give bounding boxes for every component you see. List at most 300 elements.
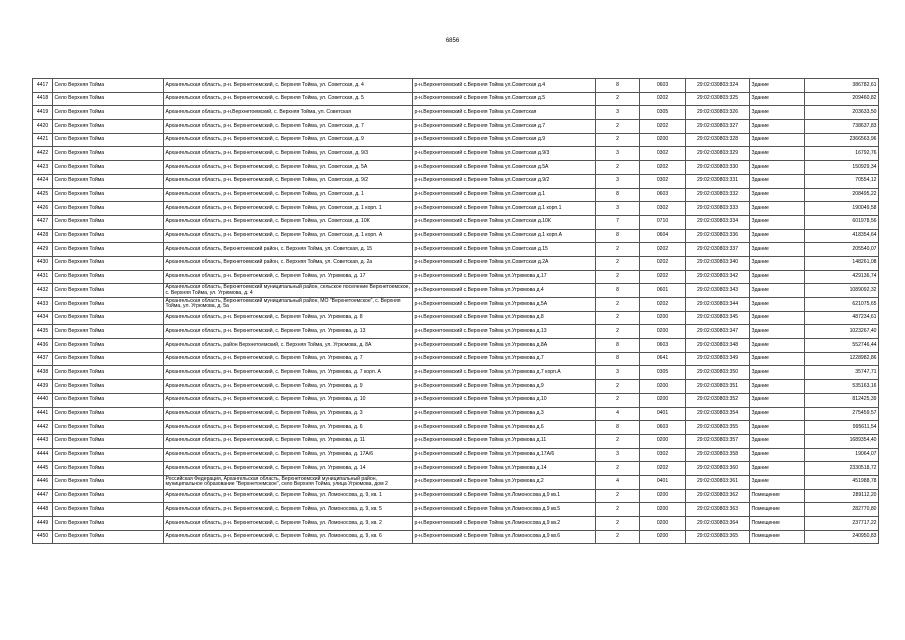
cell-object-type: Здание: [750, 188, 805, 202]
cell-group-code: 8: [596, 284, 640, 298]
cell-settlement-name: Село Верхняя Тойма: [53, 517, 164, 531]
cell-settlement-name: Село Верхняя Тойма: [53, 284, 164, 298]
cell-cadastral-number: 29:02:030803:350: [686, 366, 750, 380]
cell-settlement-name: Село Верхняя Тойма: [53, 120, 164, 134]
cell-short-address: р-н.Верхнетоемский с.Верхняя Тойма ул.Советская д.1 корп.1: [413, 202, 596, 216]
cell-type-code: 0641: [640, 352, 686, 366]
cell-full-address: Архангельская область, р-н. Верхнетоемский, с. Верхняя Тойма, ул. Советская, д. 1 корп. 1: [164, 202, 413, 216]
cell-cadastral-value: 738637,83: [805, 120, 879, 134]
cell-settlement-name: Село Верхняя Тойма: [53, 393, 164, 407]
cell-group-code: 3: [596, 174, 640, 188]
cell-object-type: Здание: [750, 147, 805, 161]
table-row: [33, 407, 879, 421]
cell-cadastral-value: 35747,71: [805, 366, 879, 380]
cell-object-type: Здание: [750, 133, 805, 147]
cell-short-address: р-н.Верхнетоемский с.Верхняя Тойма ул.Советская д.1: [413, 188, 596, 202]
cell-settlement-name: Село Верхняя Тойма: [53, 530, 164, 544]
cell-cadastral-number: 29:02:030803:342: [686, 270, 750, 284]
cell-cadastral-value: 601978,56: [805, 215, 879, 229]
cell-cadastral-number: 29:02:030803:349: [686, 352, 750, 366]
cell-cadastral-number: 29:02:030803:361: [686, 475, 750, 489]
cell-object-type: Здание: [750, 270, 805, 284]
cell-short-address: р-н.Верхнетоемский с.Верхняя Тойма ул.Угрюмова д.5А: [413, 298, 596, 312]
cell-type-code: 0200: [640, 325, 686, 339]
cell-object-type: Здание: [750, 243, 805, 257]
cell-settlement-name: Село Верхняя Тойма: [53, 311, 164, 325]
cell-settlement-name: Село Верхняя Тойма: [53, 79, 164, 93]
cell-cadastral-value: 208495,22: [805, 188, 879, 202]
cell-row-number: 4430: [33, 256, 53, 270]
cell-group-code: 3: [596, 106, 640, 120]
cell-row-number: 4441: [33, 407, 53, 421]
cell-full-address: Архангельская область, р-н. Верхнетоемский, с. Верхняя Тойма, ул. Угрюмова, д. 7: [164, 352, 413, 366]
cell-group-code: 2: [596, 256, 640, 270]
cell-settlement-name: Село Верхняя Тойма: [53, 380, 164, 394]
cell-full-address: Архангельская область, р-н. Верхнетоемский, с. Верхняя Тойма, ул. Ломоносова, д. 9, кв. 1: [164, 489, 413, 503]
cell-cadastral-value: 418354,64: [805, 229, 879, 243]
cell-short-address: р-н.Верхнетоемский с.Верхняя Тойма ул.Угрюмова д.14: [413, 462, 596, 476]
cell-cadastral-number: 29:02:030803:329: [686, 147, 750, 161]
cell-row-number: 4440: [33, 393, 53, 407]
cell-group-code: 8: [596, 79, 640, 93]
cell-settlement-name: Село Верхняя Тойма: [53, 352, 164, 366]
cell-cadastral-value: 237717,22: [805, 517, 879, 531]
cell-row-number: 4450: [33, 530, 53, 544]
table-row: [33, 503, 879, 517]
cell-type-code: 0603: [640, 188, 686, 202]
cell-cadastral-value: 535163,16: [805, 380, 879, 394]
cell-full-address: Архангельская область, район Верхнетоемский, с. Верхняя Тойма, ул. Угрюмова, д. 8А: [164, 339, 413, 353]
cell-row-number: 4449: [33, 517, 53, 531]
cell-type-code: 0202: [640, 270, 686, 284]
cell-full-address: Архангельская область, р-н.Верхнетоемский, с. Верхняя Тойма, ул. Советская: [164, 106, 413, 120]
cell-group-code: 2: [596, 311, 640, 325]
cell-full-address: Российская Федерация, Архангельская область, Верхнетоемский муниципальный район, муниципальное образование "Верхнетоемское", село Верхняя Тойма, улица Угрюмова, дом 2: [164, 475, 413, 489]
registry-table: [32, 78, 879, 544]
cell-cadastral-number: 29:02:030803:334: [686, 215, 750, 229]
table-row: [33, 448, 879, 462]
cell-cadastral-value: 16792,76: [805, 147, 879, 161]
cell-group-code: 2: [596, 462, 640, 476]
cell-short-address: р-н.Верхнетоемский с.Верхняя Тойма ул.Советская д.5: [413, 92, 596, 106]
cell-row-number: 4421: [33, 133, 53, 147]
cell-group-code: 8: [596, 188, 640, 202]
cell-type-code: 0601: [640, 284, 686, 298]
cell-full-address: Архангельская область, р-н. Верхнетоемский, с. Верхняя Тойма, ул. Угрюмова, д. 3: [164, 407, 413, 421]
cell-group-code: 2: [596, 243, 640, 257]
cell-object-type: Здание: [750, 120, 805, 134]
cell-row-number: 4433: [33, 298, 53, 312]
cell-type-code: 0302: [640, 448, 686, 462]
cell-row-number: 4442: [33, 421, 53, 435]
cell-full-address: Архангельская область, р-н. Верхнетоемский, с. Верхняя Тойма, ул. Угрюмова, д. 9: [164, 380, 413, 394]
cell-object-type: Здание: [750, 407, 805, 421]
cell-full-address: Архангельская область, р-н. Верхнетоемский, с. Верхняя Тойма, ул. Угрюмова, д. 8: [164, 311, 413, 325]
table-row: [33, 489, 879, 503]
cell-object-type: Здание: [750, 284, 805, 298]
cell-cadastral-value: 621075,65: [805, 298, 879, 312]
table-row: [33, 256, 879, 270]
cell-cadastral-value: 19064,07: [805, 448, 879, 462]
cell-settlement-name: Село Верхняя Тойма: [53, 229, 164, 243]
cell-row-number: 4437: [33, 352, 53, 366]
cell-settlement-name: Село Верхняя Тойма: [53, 489, 164, 503]
cell-type-code: 0401: [640, 407, 686, 421]
cell-type-code: 0305: [640, 106, 686, 120]
cell-object-type: Здание: [750, 215, 805, 229]
table-row: [33, 106, 879, 120]
cell-full-address: Архангельская область, Верхнетоемский район, с. Верхняя Тойма, ул. Советская, д. 15: [164, 243, 413, 257]
cell-cadastral-number: 29:02:030803:348: [686, 339, 750, 353]
cell-full-address: Архангельская область, Верхнетоемский район, с. Верхняя Тойма, ул. Советская, д. 2а: [164, 256, 413, 270]
cell-object-type: Здание: [750, 92, 805, 106]
cell-full-address: Архангельская область, Верхнетоемский муниципальный район, МО "Верхнетоемское", с. Верхняя Тойма, ул. Угрюмова, д. 5а: [164, 298, 413, 312]
cell-group-code: 2: [596, 393, 640, 407]
cell-cadastral-number: 29:02:030803:355: [686, 421, 750, 435]
cell-full-address: Архангельская область, Верхнетоемский муниципальный район, сельское поселение Верхнетоемское, с. Верхняя Тойма, ул. Угрюмова, д. 4: [164, 284, 413, 298]
cell-short-address: р-н.Верхнетоемский с.Верхняя Тойма ул.Ломоносова д.9 кв.1: [413, 489, 596, 503]
table-row: [33, 517, 879, 531]
cell-cadastral-number: 29:02:030803:327: [686, 120, 750, 134]
cell-cadastral-number: 29:02:030803:340: [686, 256, 750, 270]
cell-cadastral-number: 29:02:030803:360: [686, 462, 750, 476]
cell-row-number: 4429: [33, 243, 53, 257]
cell-short-address: р-н.Верхнетоемский с.Верхняя Тойма ул.Угрюмова д.11: [413, 434, 596, 448]
cell-group-code: 4: [596, 407, 640, 421]
cell-group-code: 8: [596, 229, 640, 243]
cell-short-address: р-н.Верхнетоемский с.Верхняя Тойма ул.Угрюмова д.3: [413, 407, 596, 421]
cell-cadastral-number: 29:02:030803:332: [686, 188, 750, 202]
cell-type-code: 0710: [640, 215, 686, 229]
cell-short-address: р-н.Верхнетоемский с.Верхняя Тойма ул.Советская д.1 корп.А: [413, 229, 596, 243]
cell-cadastral-value: 451988,78: [805, 475, 879, 489]
cell-row-number: 4426: [33, 202, 53, 216]
cell-cadastral-value: 2366563,96: [805, 133, 879, 147]
cell-group-code: 8: [596, 339, 640, 353]
cell-short-address: р-н.Верхнетоемский с.Верхняя Тойма ул.Советская д.9: [413, 133, 596, 147]
cell-cadastral-number: 29:02:030803:358: [686, 448, 750, 462]
cell-type-code: 0202: [640, 161, 686, 175]
cell-settlement-name: Село Верхняя Тойма: [53, 475, 164, 489]
cell-cadastral-value: 240950,83: [805, 530, 879, 544]
cell-settlement-name: Село Верхняя Тойма: [53, 448, 164, 462]
cell-cadastral-value: 1089092,32: [805, 284, 879, 298]
cell-group-code: 7: [596, 215, 640, 229]
cell-cadastral-value: 995611,54: [805, 421, 879, 435]
cell-row-number: 4448: [33, 503, 53, 517]
cell-short-address: р-н.Верхнетоемский с.Верхняя Тойма ул.Угрюмова д.17А/6: [413, 448, 596, 462]
cell-full-address: Архангельская область, р-н. Верхнетоемский, с. Верхняя Тойма, ул. Советская, д. 9/3: [164, 147, 413, 161]
cell-settlement-name: Село Верхняя Тойма: [53, 325, 164, 339]
cell-settlement-name: Село Верхняя Тойма: [53, 298, 164, 312]
cell-object-type: Здание: [750, 462, 805, 476]
cell-full-address: Архангельская область, р-н. Верхнетоемский, с. Верхняя Тойма, ул. Ломоносова, д. 9, кв. 2: [164, 517, 413, 531]
cell-cadastral-value: 150929,34: [805, 161, 879, 175]
cell-type-code: 0603: [640, 421, 686, 435]
cell-cadastral-number: 29:02:030803:328: [686, 133, 750, 147]
cell-row-number: 4431: [33, 270, 53, 284]
cell-object-type: Помещение: [750, 517, 805, 531]
cell-settlement-name: Село Верхняя Тойма: [53, 256, 164, 270]
cell-cadastral-value: 205540,07: [805, 243, 879, 257]
cell-cadastral-value: 386782,61: [805, 79, 879, 93]
cell-full-address: Архангельская область, р-н. Верхнетоемский, с. Верхняя Тойма, ул. Угрюмова, д. 17А/6: [164, 448, 413, 462]
cell-type-code: 0302: [640, 202, 686, 216]
cell-cadastral-number: 29:02:030803:333: [686, 202, 750, 216]
cell-row-number: 4443: [33, 434, 53, 448]
cell-object-type: Здание: [750, 475, 805, 489]
cell-type-code: 0202: [640, 92, 686, 106]
cell-full-address: Архангельская область, р-н. Верхнетоемский, с. Верхняя Тойма, ул. Советская, д. 7: [164, 120, 413, 134]
cell-cadastral-value: 209460,82: [805, 92, 879, 106]
cell-object-type: Здание: [750, 325, 805, 339]
cell-type-code: 0200: [640, 434, 686, 448]
cell-type-code: 0200: [640, 311, 686, 325]
cell-group-code: 8: [596, 352, 640, 366]
table-row: [33, 79, 879, 93]
cell-row-number: 4446: [33, 475, 53, 489]
table-row: [33, 298, 879, 312]
page-number: 6856: [445, 38, 460, 44]
cell-short-address: р-н.Верхнетоемский с.Верхняя Тойма ул.Советская д.2А: [413, 256, 596, 270]
cell-settlement-name: Село Верхняя Тойма: [53, 133, 164, 147]
cell-object-type: Здание: [750, 421, 805, 435]
table-row: [33, 339, 879, 353]
table-row: [33, 434, 879, 448]
table-row: [33, 174, 879, 188]
table-row: [33, 475, 879, 489]
cell-row-number: 4420: [33, 120, 53, 134]
cell-cadastral-number: 29:02:030803:362: [686, 489, 750, 503]
table-row: [33, 284, 879, 298]
cell-cadastral-number: 29:02:030803:345: [686, 311, 750, 325]
cell-row-number: 4419: [33, 106, 53, 120]
cell-settlement-name: Село Верхняя Тойма: [53, 147, 164, 161]
table-body: [33, 79, 879, 544]
cell-full-address: Архангельская область, р-н. Верхнетоемский, с. Верхняя Тойма, ул. Угрюмова, д. 10: [164, 393, 413, 407]
cell-object-type: Здание: [750, 380, 805, 394]
cell-short-address: р-н.Верхнетоемский с.Верхняя Тойма ул.Угрюмова д.10: [413, 393, 596, 407]
cell-short-address: р-н.Верхнетоемский с.Верхняя Тойма ул.Ломоносова д.9 кв.2: [413, 517, 596, 531]
cell-full-address: Архангельская область, р-н. Верхнетоемский, с. Верхняя Тойма, ул. Ломоносова, д. 9, кв. 6: [164, 530, 413, 544]
cell-cadastral-number: 29:02:030803:347: [686, 325, 750, 339]
cell-group-code: 2: [596, 380, 640, 394]
table-row: [33, 380, 879, 394]
cell-cadastral-value: 2330518,72: [805, 462, 879, 476]
cell-cadastral-value: 282770,80: [805, 503, 879, 517]
cell-cadastral-number: 29:02:030803:325: [686, 92, 750, 106]
cell-row-number: 4445: [33, 462, 53, 476]
cell-row-number: 4425: [33, 188, 53, 202]
cell-type-code: 0305: [640, 366, 686, 380]
cell-short-address: р-н.Верхнетоемский с.Верхняя Тойма ул.Советская д.9/2: [413, 174, 596, 188]
cell-settlement-name: Село Верхняя Тойма: [53, 434, 164, 448]
cell-cadastral-number: 29:02:030803:331: [686, 174, 750, 188]
cell-short-address: р-н.Верхнетоемский с.Верхняя Тойма ул.Ломоносова д.9 кв.5: [413, 503, 596, 517]
table-row: [33, 393, 879, 407]
cell-type-code: 0200: [640, 530, 686, 544]
cell-object-type: Здание: [750, 106, 805, 120]
cell-short-address: р-н.Верхнетоемский с.Верхняя Тойма ул.Угрюмова д.4: [413, 284, 596, 298]
cell-full-address: Архангельская область, р-н. Верхнетоемский, с. Верхняя Тойма, ул. Советская, д. 9/2: [164, 174, 413, 188]
cell-settlement-name: Село Верхняя Тойма: [53, 462, 164, 476]
table-row: [33, 462, 879, 476]
cell-full-address: Архангельская область, р-н. Верхнетоемский, с. Верхняя Тойма, ул. Ломоносова, д. 9, кв. 5: [164, 503, 413, 517]
table-row: [33, 421, 879, 435]
cell-row-number: 4444: [33, 448, 53, 462]
cell-full-address: Архангельская область, р-н. Верхнетоемский, с. Верхняя Тойма, ул. Угрюмова, д. 13: [164, 325, 413, 339]
cell-group-code: 3: [596, 448, 640, 462]
cell-cadastral-number: 29:02:030803:344: [686, 298, 750, 312]
cell-cadastral-value: 1228982,86: [805, 352, 879, 366]
cell-row-number: 4447: [33, 489, 53, 503]
cell-full-address: Архангельская область, р-н. Верхнетоемский, с. Верхняя Тойма, ул. Угрюмова, д. 17: [164, 270, 413, 284]
cell-row-number: 4423: [33, 161, 53, 175]
cell-full-address: Архангельская область, р-н. Верхнетоемский, с. Верхняя Тойма, ул. Советская, д. 4: [164, 79, 413, 93]
cell-cadastral-number: 29:02:030803:351: [686, 380, 750, 394]
cell-type-code: 0202: [640, 256, 686, 270]
cell-settlement-name: Село Верхняя Тойма: [53, 106, 164, 120]
cell-object-type: Здание: [750, 174, 805, 188]
cell-object-type: Здание: [750, 79, 805, 93]
cell-cadastral-value: 429136,74: [805, 270, 879, 284]
cell-row-number: 4434: [33, 311, 53, 325]
cell-group-code: 2: [596, 517, 640, 531]
cell-object-type: Здание: [750, 202, 805, 216]
cell-group-code: 3: [596, 202, 640, 216]
cell-row-number: 4435: [33, 325, 53, 339]
cell-row-number: 4428: [33, 229, 53, 243]
cell-settlement-name: Село Верхняя Тойма: [53, 174, 164, 188]
cell-type-code: 0202: [640, 462, 686, 476]
cell-short-address: р-н.Верхнетоемский с.Верхняя Тойма ул.Угрюмова д.8А: [413, 339, 596, 353]
cell-group-code: 2: [596, 161, 640, 175]
cell-group-code: 2: [596, 325, 640, 339]
cell-cadastral-value: 190049,58: [805, 202, 879, 216]
cell-full-address: Архангельская область, р-н. Верхнетоемский, с. Верхняя Тойма, ул. Угрюмова, д. 6: [164, 421, 413, 435]
cell-cadastral-number: 29:02:030803:354: [686, 407, 750, 421]
cell-short-address: р-н.Верхнетоемский с.Верхняя Тойма ул.Советская: [413, 106, 596, 120]
table-row: [33, 530, 879, 544]
table-row: [33, 352, 879, 366]
cell-group-code: 2: [596, 270, 640, 284]
cell-cadastral-number: 29:02:030803:336: [686, 229, 750, 243]
table-row: [33, 120, 879, 134]
cell-full-address: Архангельская область, р-н. Верхнетоемский, с. Верхняя Тойма, ул. Советская, д. 1 корп. А: [164, 229, 413, 243]
cell-settlement-name: Село Верхняя Тойма: [53, 243, 164, 257]
cell-type-code: 0200: [640, 380, 686, 394]
cell-type-code: 0202: [640, 298, 686, 312]
cell-settlement-name: Село Верхняя Тойма: [53, 215, 164, 229]
cell-full-address: Архангельская область, р-н. Верхнетоемский, с. Верхняя Тойма, ул. Советская, д. 5А: [164, 161, 413, 175]
cell-group-code: 8: [596, 421, 640, 435]
cell-object-type: Здание: [750, 448, 805, 462]
cell-group-code: 2: [596, 298, 640, 312]
cell-object-type: Здание: [750, 393, 805, 407]
cell-short-address: р-н.Верхнетоемский с.Верхняя Тойма ул.Угрюмова д.2: [413, 475, 596, 489]
cell-type-code: 0302: [640, 147, 686, 161]
cell-cadastral-number: 29:02:030803:324: [686, 79, 750, 93]
cell-group-code: 2: [596, 133, 640, 147]
cell-short-address: р-н.Верхнетоемский с.Верхняя Тойма ул.Советская д.9/3: [413, 147, 596, 161]
cell-type-code: 0603: [640, 339, 686, 353]
cell-row-number: 4417: [33, 79, 53, 93]
table-row: [33, 202, 879, 216]
cell-row-number: 4436: [33, 339, 53, 353]
cell-object-type: Здание: [750, 229, 805, 243]
cell-row-number: 4424: [33, 174, 53, 188]
cell-settlement-name: Село Верхняя Тойма: [53, 339, 164, 353]
cell-short-address: р-н.Верхнетоемский с.Верхняя Тойма ул.Угрюмова д.17: [413, 270, 596, 284]
cell-type-code: 0200: [640, 393, 686, 407]
cell-cadastral-number: 29:02:030803:363: [686, 503, 750, 517]
cell-cadastral-number: 29:02:030803:365: [686, 530, 750, 544]
cell-row-number: 4438: [33, 366, 53, 380]
cell-cadastral-value: 203633,50: [805, 106, 879, 120]
table-row: [33, 243, 879, 257]
cell-type-code: 0202: [640, 243, 686, 257]
cell-type-code: 0200: [640, 489, 686, 503]
cell-object-type: Здание: [750, 352, 805, 366]
cell-settlement-name: Село Верхняя Тойма: [53, 270, 164, 284]
cell-cadastral-number: 29:02:030803:337: [686, 243, 750, 257]
table-row: [33, 229, 879, 243]
cell-group-code: 3: [596, 366, 640, 380]
cell-object-type: Здание: [750, 311, 805, 325]
cell-full-address: Архангельская область, р-н. Верхнетоемский, с. Верхняя Тойма, ул. Угрюмова, д. 7 корп. А: [164, 366, 413, 380]
cell-cadastral-value: 275459,57: [805, 407, 879, 421]
cell-settlement-name: Село Верхняя Тойма: [53, 202, 164, 216]
cell-full-address: Архангельская область, р-н. Верхнетоемский, с. Верхняя Тойма, ул. Советская, д. 9: [164, 133, 413, 147]
cell-settlement-name: Село Верхняя Тойма: [53, 503, 164, 517]
cell-short-address: р-н.Верхнетоемский с.Верхняя Тойма ул.Угрюмова д.7: [413, 352, 596, 366]
cell-cadastral-value: 289112,20: [805, 489, 879, 503]
cell-cadastral-number: 29:02:030803:343: [686, 284, 750, 298]
table-row: [33, 161, 879, 175]
cell-short-address: р-н.Верхнетоемский с.Верхняя Тойма ул.Советская д.7: [413, 120, 596, 134]
cell-cadastral-number: 29:02:030803:330: [686, 161, 750, 175]
cell-full-address: Архангельская область, р-н. Верхнетоемский, с. Верхняя Тойма, ул. Советская, д. 10К: [164, 215, 413, 229]
cell-settlement-name: Село Верхняя Тойма: [53, 421, 164, 435]
cell-object-type: Здание: [750, 161, 805, 175]
cell-type-code: 0401: [640, 475, 686, 489]
cell-short-address: р-н.Верхнетоемский с.Верхняя Тойма ул.Угрюмова д.7 корп.А: [413, 366, 596, 380]
table-row: [33, 325, 879, 339]
cell-group-code: 3: [596, 147, 640, 161]
cell-group-code: 2: [596, 120, 640, 134]
table-row: [33, 366, 879, 380]
table-row: [33, 147, 879, 161]
cell-short-address: р-н.Верхнетоемский с.Верхняя Тойма ул.Советская д.5А: [413, 161, 596, 175]
cell-group-code: 2: [596, 434, 640, 448]
cell-type-code: 0603: [640, 79, 686, 93]
cell-object-type: Здание: [750, 366, 805, 380]
cell-group-code: 2: [596, 503, 640, 517]
cell-row-number: 4427: [33, 215, 53, 229]
cell-settlement-name: Село Верхняя Тойма: [53, 366, 164, 380]
cell-short-address: р-н.Верхнетоемский с.Верхняя Тойма ул.Советская д.15: [413, 243, 596, 257]
cell-object-type: Здание: [750, 256, 805, 270]
cell-short-address: р-н.Верхнетоемский с.Верхняя Тойма ул.Советская д.4: [413, 79, 596, 93]
cell-cadastral-value: 487234,61: [805, 311, 879, 325]
cell-group-code: 2: [596, 489, 640, 503]
cell-type-code: 0200: [640, 133, 686, 147]
cell-object-type: Здание: [750, 298, 805, 312]
table-row: [33, 92, 879, 106]
cell-group-code: 2: [596, 530, 640, 544]
cell-object-type: Помещение: [750, 503, 805, 517]
cell-settlement-name: Село Верхняя Тойма: [53, 161, 164, 175]
